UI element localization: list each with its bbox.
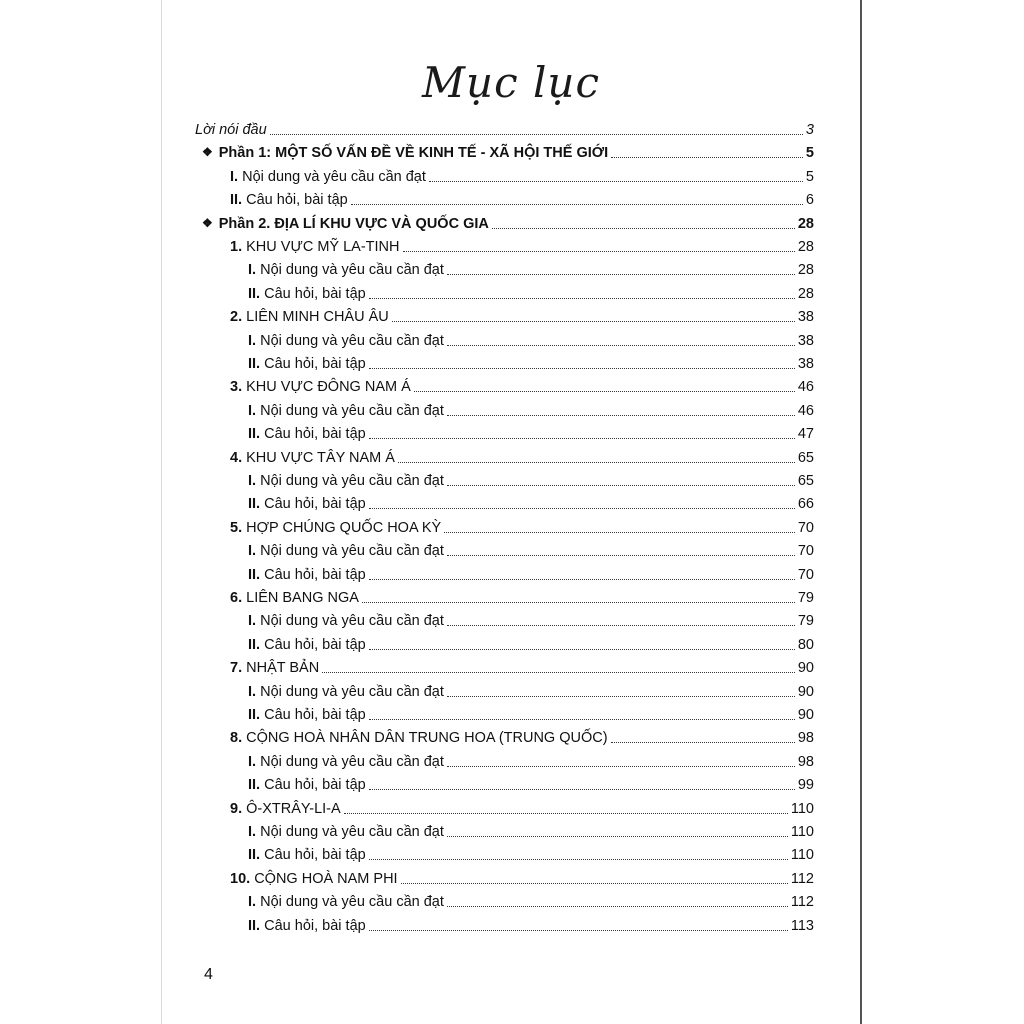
dot-leader [447,485,795,486]
dot-leader [447,906,788,907]
dot-leader [447,555,795,556]
dot-leader [398,462,795,463]
toc-entry-title [248,777,366,793]
toc-entry-text: Câu hỏi, bài tập [264,566,366,583]
toc-entry-text: HỢP CHÚNG QUỐC HOA KỲ [246,519,442,536]
toc-entry-sub2 [248,490,814,512]
toc-entry-page: 65 [797,449,814,466]
dot-leader [429,181,803,182]
toc-entry-page: 46 [797,402,814,419]
toc-entry-text: Phần 2. ĐỊA LÍ KHU VỰC VÀ QUỐC GIA [218,215,489,232]
toc-entry-title [230,309,389,325]
toc-entry-number: 5. [230,519,247,536]
toc-entry-number: I. [248,473,261,489]
toc-entry-text: Câu hỏi, bài tập [264,847,366,864]
diamond-bullet-icon: ❖ [202,145,213,160]
dot-leader [369,298,795,299]
toc-entry-text: KHU VỰC TÂY NAM Á [246,449,395,466]
toc-entry-sub2 [248,748,814,770]
toc-entry-sub2 [248,678,814,700]
toc-entry-title [248,496,366,512]
toc-entry-title [248,918,366,934]
toc-entry-number: I. [248,824,261,840]
toc-entry-number: I. [248,402,261,419]
toc-entry-page: 6 [805,192,814,209]
toc-entry-page: 90 [797,660,814,677]
toc-entry-title [248,333,444,349]
dot-leader [492,228,795,229]
toc-entry-page: 112 [790,870,814,887]
toc-entry-title [230,660,319,676]
toc-entry-text: NHẬT BẢN [246,660,320,677]
toc-entry-title [230,520,441,536]
toc-entry-chapter [230,724,814,746]
toc-entry-chapter [230,795,814,817]
dot-leader [447,415,795,416]
toc-entry-sub2 [248,888,814,910]
toc-entry-number: II. [248,496,265,513]
table-of-contents [162,0,860,1024]
toc-entry-page: 28 [797,215,814,232]
dot-leader [322,672,795,673]
toc-entry-text: Câu hỏi, bài tập [264,356,366,372]
toc-entry-sub2 [248,537,814,559]
toc-entry-page: 38 [797,332,814,349]
toc-entry-sub2 [248,327,814,349]
toc-entry-number: I. [230,168,243,185]
toc-entry-number: II. [248,847,265,864]
toc-entry-sub2 [248,256,814,278]
toc-entry-title [248,684,444,700]
toc-entry-text: Nội dung và yêu cầu cần đạt [260,613,444,630]
toc-entry-page: 65 [797,473,814,489]
toc-entry-number: I. [248,753,261,770]
toc-entry-text: Phần 1: MỘT SỐ VẤN ĐỀ VỀ KINH TẾ - XÃ HỘI THẾ GIỚI [218,145,609,162]
toc-entry-sub2 [248,912,814,934]
toc-entry-number: 8. [230,730,247,747]
toc-entry-page: 66 [797,496,814,513]
toc-entry-title [248,403,444,419]
dot-leader [270,134,803,135]
toc-entry-chapter [230,373,814,395]
toc-entry-number: II. [248,426,265,443]
toc-entry-page: 110 [790,847,814,864]
toc-entry-text: KHU VỰC ĐÔNG NAM Á [246,379,411,396]
dot-leader [392,321,795,322]
toc-entry-number: 2. [230,309,247,326]
dot-leader [369,508,795,509]
toc-entry-title [230,450,395,466]
toc-entry-page: 90 [797,707,814,723]
toc-entry-title [230,169,426,185]
toc-entry-number: II. [248,636,265,653]
toc-entry-title [248,286,366,302]
dot-leader [444,532,795,533]
dot-leader [344,813,788,814]
dot-leader [369,438,795,439]
toc-entry-text: Nội dung và yêu cầu cần đạt [260,683,444,700]
toc-entry-sub2 [248,467,814,489]
toc-entry-sub2 [248,397,814,419]
toc-entry-chapter [230,444,814,466]
toc-entry-title [248,426,366,442]
toc-entry-part [202,210,814,232]
toc-entry-sub2 [248,280,814,302]
toc-entry-sub2 [248,350,814,372]
toc-entry-sub2 [248,561,814,583]
diamond-bullet-icon: ❖ [202,215,213,230]
toc-entry-title [230,871,398,887]
toc-entry-number: II. [248,566,265,583]
toc-entry-page: 38 [797,309,814,326]
toc-entry-sub1 [230,163,814,185]
dot-leader [369,719,795,720]
toc-entry-page: 110 [790,824,814,840]
toc-entry-number: I. [248,543,261,560]
toc-entry-number: I. [248,332,261,349]
toc-entry-text: Câu hỏi, bài tập [264,496,366,513]
toc-entry-page: 110 [790,800,814,817]
toc-entry-text: LIÊN MINH CHÂU ÂU [246,309,389,326]
dot-leader [369,930,788,931]
toc-entry-number: 7. [230,660,247,677]
toc-entry-number: 3. [230,379,247,396]
toc-entry-text: Câu hỏi, bài tập [264,636,366,653]
toc-entry-number: 6. [230,590,247,606]
dot-leader [369,579,795,580]
toc-entry-page: 28 [797,285,814,302]
dot-leader [611,157,803,158]
toc-entry-text: Nội dung và yêu cầu cần đạt [260,402,444,419]
dot-leader [611,742,795,743]
toc-entry-text: Ô-XTRÂY-LI-A [246,800,341,817]
toc-entry-text: Câu hỏi, bài tập [264,777,366,794]
toc-entry-text: Lời nói đầu [195,122,267,138]
toc-entry-title [202,216,489,232]
toc-entry-page: 28 [797,239,814,255]
toc-entry-page: 99 [797,777,814,794]
toc-entry-text: Nội dung và yêu cầu cần đạt [260,332,444,349]
toc-entry-title [248,847,366,863]
toc-entry-number: II. [248,777,265,794]
toc-entry-title [248,754,444,770]
toc-entry-text: Nội dung và yêu cầu cần đạt [260,753,444,770]
toc-entry-page: 113 [790,917,814,934]
toc-entry-title [248,567,366,583]
toc-entry-title [248,894,444,910]
dot-leader [369,859,788,860]
dot-leader [369,649,795,650]
toc-entry-text: Câu hỏi, bài tập [264,285,366,302]
toc-entry-number: II. [248,356,265,372]
toc-entry-sub1 [230,186,814,208]
toc-entry-sub2 [248,771,814,793]
toc-entry-text: CỘNG HOÀ NAM PHI [254,870,398,887]
toc-entry-title [248,543,444,559]
toc-entry-page: 70 [797,566,814,583]
toc-entry-page: 98 [797,753,814,770]
toc-entry-number: I. [248,894,261,911]
toc-entry-page: 112 [790,894,814,911]
toc-entry-text: CỘNG HOÀ NHÂN DÂN TRUNG HOA (TRUNG QUỐC) [246,730,608,747]
toc-entry-chapter [230,303,814,325]
toc-entry-title [230,379,411,395]
toc-entry-number: 9. [230,800,247,817]
dot-leader [447,345,795,346]
toc-entry-chapter [230,865,814,887]
toc-entry-page: 80 [797,636,814,653]
toc-entry-text: Câu hỏi, bài tập [264,707,366,723]
toc-entry-title [230,192,348,208]
toc-entry-page: 38 [797,356,814,372]
dot-leader [447,625,795,626]
toc-entry-page: 90 [797,683,814,700]
toc-entry-title [230,239,400,255]
dot-leader [447,274,795,275]
toc-entry-title [202,145,608,161]
dot-leader [369,789,795,790]
toc-entry-title [248,613,444,629]
toc-entry-sub2 [248,420,814,442]
toc-entry-sub2 [248,701,814,723]
toc-entry-title [230,590,359,606]
dot-leader [447,696,795,697]
toc-entry-text: Nội dung và yêu cầu cần đạt [260,473,444,489]
toc-entry-page: 79 [797,613,814,630]
toc-entry-text: Nội dung và yêu cầu cần đạt [260,262,444,279]
toc-entry-title [248,473,444,489]
page-number: 4 [204,966,213,983]
toc-entry-page: 79 [797,590,814,606]
toc-entry-sub2 [248,841,814,863]
toc-entry-title [248,637,366,653]
toc-entry-number: 4. [230,449,247,466]
toc-entry-number: 10. [230,870,255,887]
toc-entry-sub2 [248,607,814,629]
document-page [161,0,862,1024]
toc-entry-page: 5 [805,145,814,162]
toc-entry-text: Nội dung và yêu cầu cần đạt [260,894,444,911]
toc-entry-number: II. [248,707,265,723]
toc-entry-title [248,707,366,723]
toc-entry-chapter [230,584,814,606]
toc-entry-number: II. [248,285,265,302]
toc-entry-text: Nội dung và yêu cầu cần đạt [242,168,426,185]
dot-leader [403,251,795,252]
toc-entry-page: 70 [797,543,814,560]
dot-leader [447,836,788,837]
dot-leader [447,766,795,767]
toc-entry-number: 1. [230,239,247,255]
toc-entry-sub2 [248,631,814,653]
toc-entry-chapter [230,514,814,536]
toc-entry-page: 28 [797,262,814,279]
toc-entry-title [248,262,444,278]
toc-entry-page: 47 [797,426,814,443]
page-title: Mục lục [422,58,600,107]
toc-entry-page: 5 [805,168,814,185]
toc-entry-page: 3 [805,122,814,138]
toc-entry-sub2 [248,818,814,840]
dot-leader [414,391,795,392]
toc-entry-intro [195,116,814,138]
toc-entry-chapter [230,233,814,255]
toc-entry-chapter [230,654,814,676]
toc-entry-page: 98 [797,730,814,747]
toc-entry-number: I. [248,613,261,630]
toc-entry-title [195,122,267,138]
toc-entry-page: 46 [797,379,814,396]
toc-entry-text: Câu hỏi, bài tập [246,192,348,209]
toc-entry-text: LIÊN BANG NGA [246,590,359,606]
toc-entry-text: Nội dung và yêu cầu cần đạt [260,824,444,840]
toc-entry-number: I. [248,262,261,279]
toc-entry-page: 70 [797,519,814,536]
dot-leader [351,204,803,205]
toc-entry-number: II. [230,192,247,209]
toc-entry-number: I. [248,683,261,700]
toc-entry-text: KHU VỰC MỸ LA-TINH [246,239,400,255]
toc-entry-text: Câu hỏi, bài tập [264,917,366,934]
toc-entry-part [202,139,814,161]
toc-entry-text: Nội dung và yêu cầu cần đạt [260,543,444,560]
toc-entry-title [248,824,444,840]
toc-entry-number: II. [248,917,265,934]
toc-entry-title [230,730,608,746]
toc-entry-title [248,356,366,372]
dot-leader [362,602,795,603]
dot-leader [401,883,788,884]
toc-entry-text: Câu hỏi, bài tập [264,426,366,443]
dot-leader [369,368,795,369]
toc-entry-title [230,801,341,817]
